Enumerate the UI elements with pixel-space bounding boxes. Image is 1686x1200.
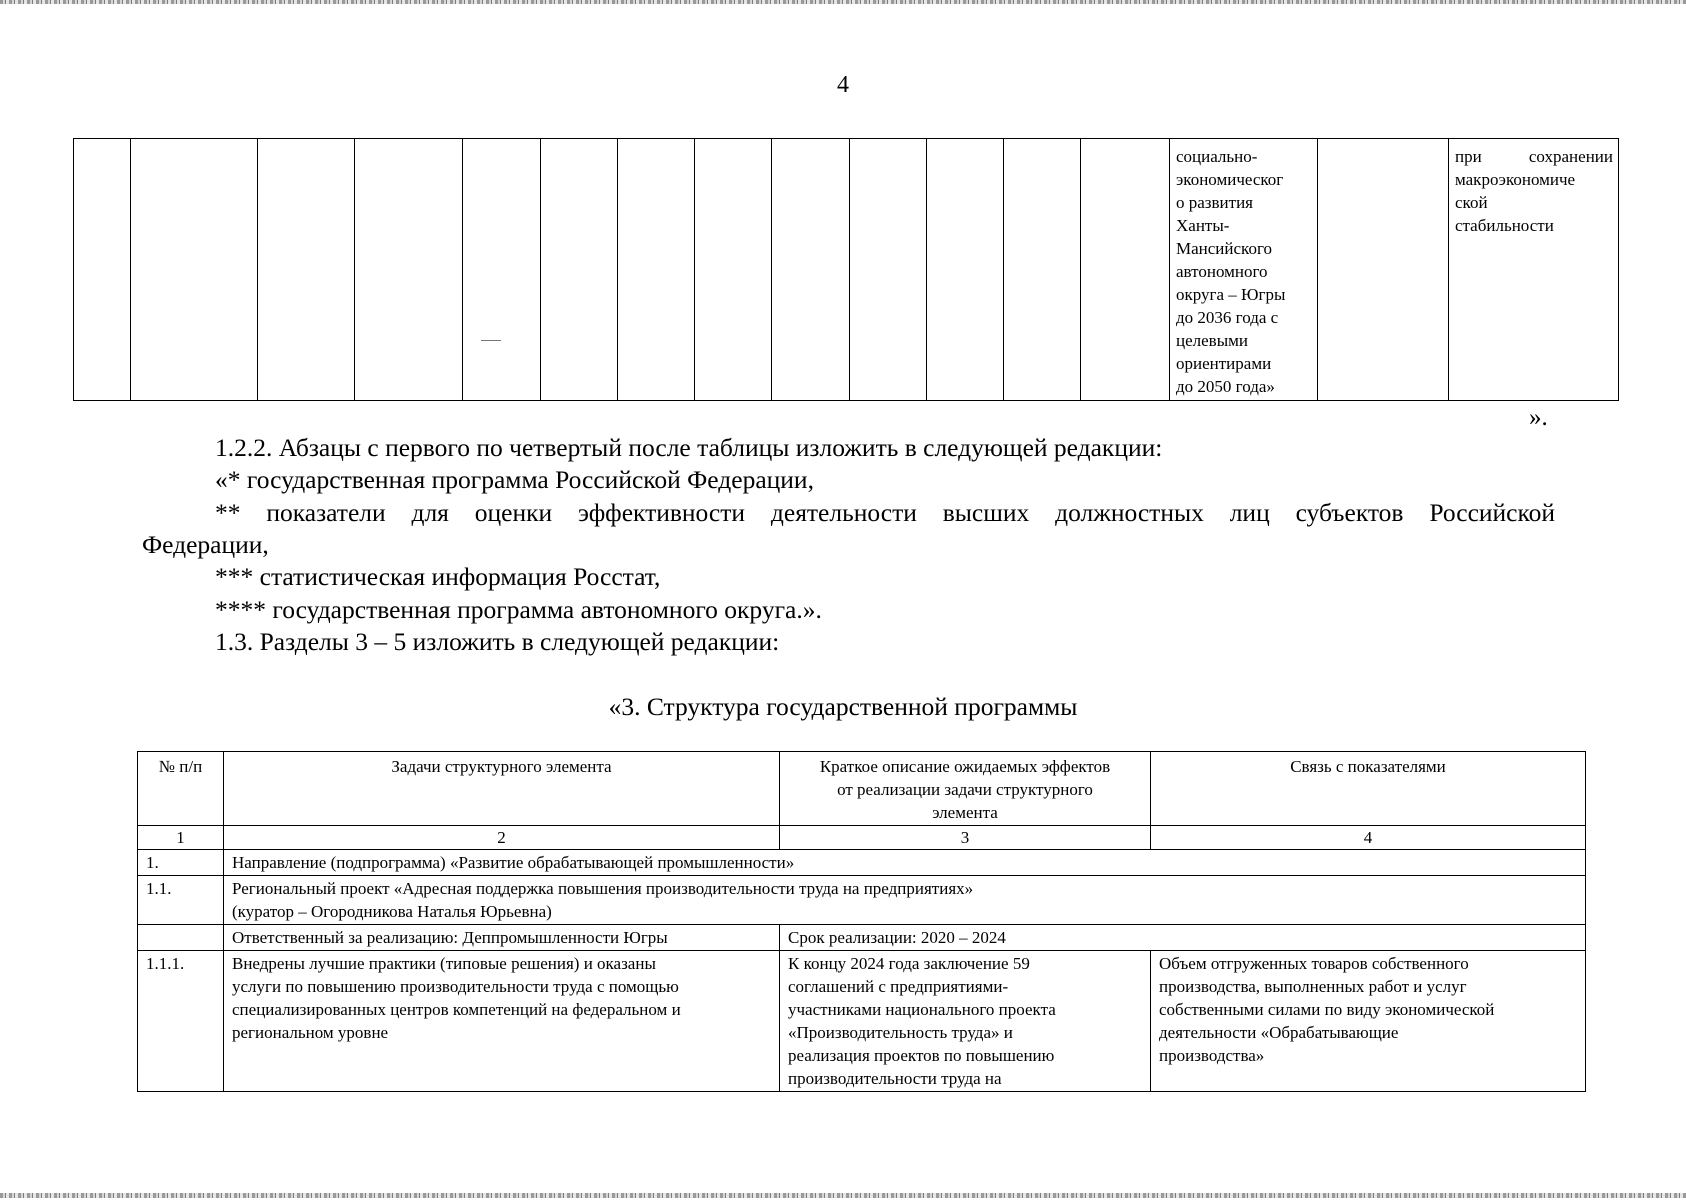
footnote-3: *** статистическая информация Росстат, [215,562,661,591]
regional-project-cell: Региональный проект «Адресная поддержка повышения производительности труда на предприятиях» (куратор – Огородникова Наталья Юрьевна) [224,876,1586,925]
empty-cell [927,139,1004,401]
strategy-reference-cell: социально- экономическог о развития Ханты- Мансийского автономного округа – Югры до 2036 года с целевыми ориентирами до 2050 года» [1170,139,1318,401]
column-number-row [138,826,1586,850]
empty-cell [618,139,695,401]
task-cell: Внедрены лучшие практики (типовые решения) и оказаны услуги по повышению производительности труда с помощью специализированных центров компетенций на федеральном и региональном уровне [224,951,780,1092]
indicator-cell: Объем отгруженных товаров собственного производства, выполненных работ и услуг собственными силами по виду экономической деятельности «Обрабатывающие производства» [1151,951,1586,1092]
empty-cell [772,139,850,401]
direction-cell: Направление (подпрограмма) «Развитие обрабатывающей промышленности» [224,850,1586,876]
footnote-2-line-1: ** показатели для оценки эффективности деятельности высших должностных лиц субъектов Российской [215,498,1555,527]
table-row [138,850,1586,876]
footnote-2-line-2: Федерации, [142,530,269,559]
paragraph-1-2-2: 1.2.2. Абзацы с первого по четвертый после таблицы изложить в следующей редакции: [215,433,1163,462]
header-cell-effects: Краткое описание ожидаемых эффектов от реализации задачи структурного элемента [780,752,1151,826]
column-number: 3 [780,826,1151,850]
effect-cell: К концу 2024 года заключение 59 соглашений с предприятиями- участниками национального проекта «Производительность труда» и реализация проектов по повышению производительности труда на [780,951,1151,1092]
header-cell-tasks: Задачи структурного элемента [224,752,780,826]
footnote-1: «* государственная программа Российской Федерации, [215,465,814,494]
header-cell-indicators: Связь с показателями [1151,752,1586,826]
empty-cell [695,139,772,401]
column-number: 2 [224,826,780,850]
row-number: 1.1.1. [138,951,224,1092]
empty-cell [258,139,355,401]
continuation-table [73,138,1619,401]
footnote-4: **** государственная программа автономного округа.». [215,595,822,624]
scan-edge-top [0,0,1686,4]
empty-cell [131,139,258,401]
empty-cell [1004,139,1081,401]
program-structure-table [137,751,1586,1092]
page-number: 4 [837,72,849,98]
empty-cell [541,139,618,401]
empty-cell [1318,139,1449,401]
column-number: 1 [138,826,224,850]
column-number: 4 [1151,826,1586,850]
empty-cell [74,139,131,401]
header-cell-number: № п/п [138,752,224,826]
table-row [138,925,1586,951]
scan-edge-bottom [0,1193,1686,1198]
empty-cell [138,925,224,951]
paragraph-1-3: 1.3. Разделы 3 – 5 изложить в следующей редакции: [215,627,780,656]
empty-cell [850,139,927,401]
condition-cell: при сохранении макроэкономиче ской стабильности [1449,139,1619,401]
section-title: «3. Структура государственной программы [608,692,1078,721]
responsible-cell: Ответственный за реализацию: Деппромышленности Югры [224,925,780,951]
table-row [138,951,1586,1092]
scan-mark [481,340,501,341]
closing-quote: ». [1529,404,1548,431]
empty-cell [1081,139,1170,401]
empty-cell [463,139,541,401]
table-header-row [138,752,1586,826]
empty-cell [355,139,463,401]
row-number: 1. [138,850,224,876]
term-cell: Срок реализации: 2020 – 2024 [780,925,1586,951]
table-row [138,876,1586,925]
row-number: 1.1. [138,876,224,925]
